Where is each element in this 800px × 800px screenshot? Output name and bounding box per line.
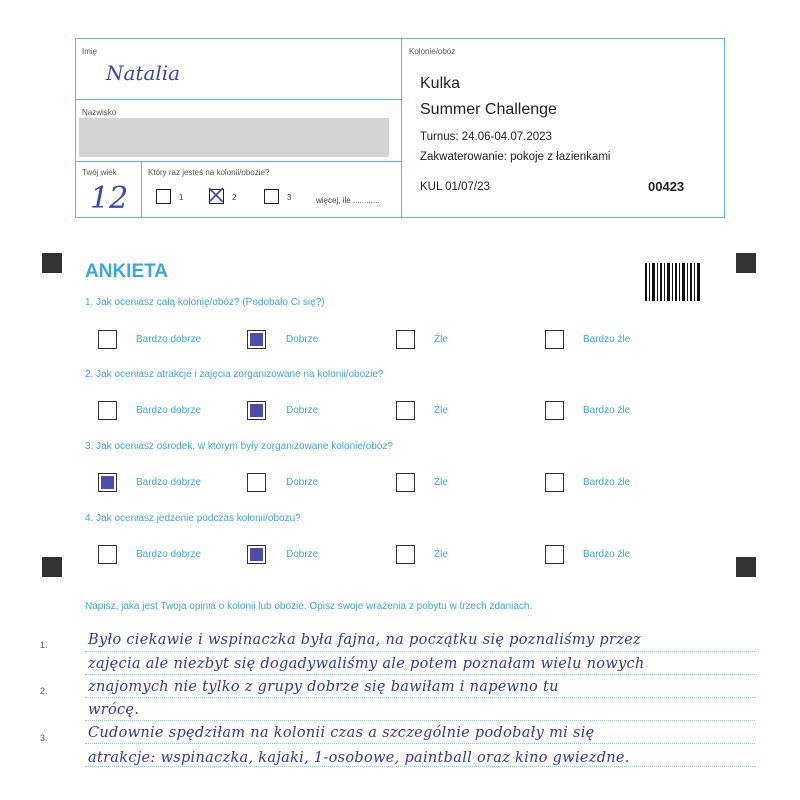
imie-value: Natalia [106, 61, 181, 85]
camp-name: Kulka [420, 75, 461, 92]
wiecej-label: więcej, ile ............ [316, 196, 380, 205]
question-4: 4. Jak oceniasz jedzenie podczas kolonii/obozu? [85, 513, 301, 524]
barcode-icon [645, 263, 701, 301]
visit-checkbox-2[interactable] [209, 189, 224, 204]
wiek-label: Twój wiek [82, 168, 117, 177]
q1-option-bardzo-zle[interactable] [545, 330, 564, 349]
q3-label-dobrze: Dobrze [286, 477, 319, 488]
imie-label: Imię [82, 47, 98, 56]
registration-marker [736, 253, 756, 273]
visit-checkbox-1[interactable] [156, 189, 171, 204]
handwritten-line-4: wrócę. [88, 702, 140, 718]
q1-option-zle[interactable] [396, 330, 415, 349]
camp-subtitle: Summer Challenge [420, 101, 557, 118]
registration-marker [42, 557, 62, 577]
handwritten-line-3: znajomych nie tylko z grupy dobrze się bawiłam i napewno tu [88, 679, 559, 695]
q2-label-bardzo-dobrze: Bardzo dobrze [136, 405, 202, 416]
nazwisko-label: Nazwisko [82, 108, 117, 117]
visit-checkbox-3[interactable] [264, 189, 279, 204]
line-number-3: 3. [40, 733, 48, 743]
visit-option-2-label: 2 [232, 193, 237, 202]
q4-label-bardzo-dobrze: Bardzo dobrze [136, 549, 202, 560]
q3-label-bardzo-zle: Bardzo źle [583, 477, 631, 488]
q4-option-bardzo-zle[interactable] [545, 545, 564, 564]
check-x-icon [207, 186, 225, 204]
kolonie-label: Kolonie/obóz [409, 47, 456, 56]
handwritten-line-2: zajęcia ale niezbyt się dogadywaliśmy ale potem poznałam wielu nowych [88, 656, 645, 672]
wiek-value: 12 [90, 181, 129, 216]
writing-line [85, 766, 755, 767]
writing-line [85, 743, 755, 744]
q2-label-dobrze: Dobrze [286, 405, 319, 416]
q3-option-bardzo-zle[interactable] [545, 473, 564, 492]
q2-label-zle: Źle [434, 405, 448, 416]
q4-option-zle[interactable] [396, 545, 415, 564]
question-1: 1. Jak oceniasz całą kolonię/obóz? (Podobało Ci się?) [85, 297, 325, 308]
redacted-surname [79, 118, 389, 157]
handwritten-line-5: Cudownie spędziłam na kolonii czas a szczególnie podobały mi się [88, 725, 595, 741]
q2-option-dobrze[interactable] [247, 401, 266, 420]
zakwaterowanie-text: Zakwaterowanie: pokoje z łazienkami [420, 151, 611, 163]
visit-option-3-label: 3 [287, 193, 292, 202]
question-3: 3. Jak oceniasz ośrodek, w którym były zorganizowane kolonie/obóz? [85, 441, 393, 452]
survey-title: ANKIETA [85, 261, 169, 282]
q3-option-zle[interactable] [396, 473, 415, 492]
q3-option-bardzo-dobrze[interactable] [98, 473, 117, 492]
handwritten-line-1: Było ciekawie i wspinaczka była fajna, na początku się poznaliśmy przez [88, 632, 641, 648]
q4-label-zle: Źle [434, 549, 448, 560]
opinion-prompt: Napisz, jaka jest Twoja opinia o kolonii lub obozie. Opisz swoje wrażenia z pobytu w trzech zdaniach. [85, 601, 533, 612]
q2-label-bardzo-zle: Bardzo źle [583, 405, 631, 416]
q2-option-bardzo-dobrze[interactable] [98, 401, 117, 420]
q2-option-bardzo-zle[interactable] [545, 401, 564, 420]
q4-option-dobrze[interactable] [247, 545, 266, 564]
q1-option-bardzo-dobrze[interactable] [98, 330, 117, 349]
writing-line [85, 651, 755, 652]
writing-line [85, 720, 755, 721]
question-2: 2. Jak oceniasz atrakcje i zajęcia zorganizowane na kolonii/obozie? [85, 369, 384, 380]
line-number-1: 1. [40, 640, 48, 650]
registration-marker [42, 253, 62, 273]
registration-marker [736, 557, 756, 577]
q2-option-zle[interactable] [396, 401, 415, 420]
line-number-2: 2. [40, 686, 48, 696]
q4-label-dobrze: Dobrze [286, 549, 319, 560]
q1-label-zle: Źle [434, 334, 448, 345]
q1-label-bardzo-zle: Bardzo źle [583, 334, 631, 345]
writing-line [85, 674, 755, 675]
ktory-raz-label: Który raz jesteś na kolonii/obozie? [148, 168, 270, 177]
handwritten-line-6: atrakcje: wspinaczka, kajaki, 1-osobowe, paintball oraz kino gwiezdne. [88, 750, 630, 766]
header-form [75, 38, 725, 218]
form-number: 00423 [648, 179, 685, 194]
writing-line [85, 697, 755, 698]
q3-option-dobrze[interactable] [247, 473, 266, 492]
q3-label-bardzo-dobrze: Bardzo dobrze [136, 477, 202, 488]
q4-option-bardzo-dobrze[interactable] [98, 545, 117, 564]
q1-option-dobrze[interactable] [247, 330, 266, 349]
q1-label-dobrze: Dobrze [286, 334, 319, 345]
visit-option-1-label: 1 [179, 193, 184, 202]
q4-label-bardzo-zle: Bardzo źle [583, 549, 631, 560]
q3-label-zle: Źle [434, 477, 448, 488]
q1-label-bardzo-dobrze: Bardzo dobrze [136, 334, 202, 345]
camp-code: KUL 01/07/23 [420, 181, 490, 193]
turnus-text: Turnus: 24.06-04.07.2023 [420, 131, 552, 143]
